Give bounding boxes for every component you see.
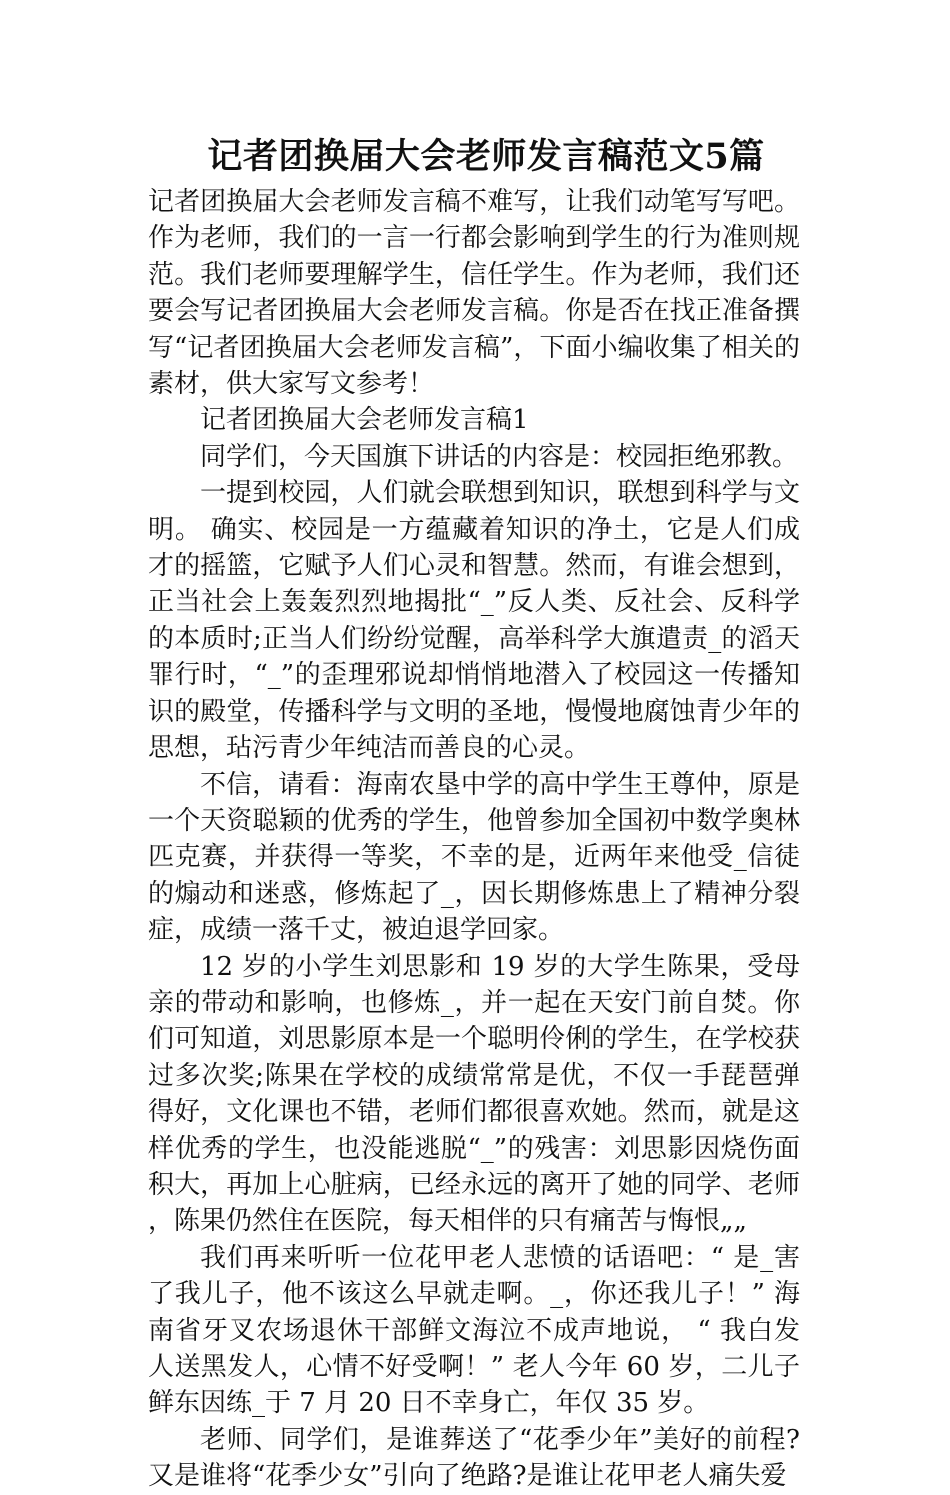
body-paragraph: 老师、同学们，是谁葬送了“花季少年”美好的前程?又是谁将“花季少女”引向了绝路?是谁让花甲老人痛失爱: [148, 1424, 800, 1492]
intro-paragraph: 记者团换届大会老师发言稿不难写，让我们动笔写写吧。作为老师，我们的一言一行都会影响到学生的行为准则规范。我们老师要理解学生，信任学生。作为老师，我们还要会写记者团换届大会老师发言稿。你是否在找正准备撰写“记者团换届大会老师发言稿”，下面小编收集了相关的素材，供大家写文参考！: [148, 187, 800, 400]
body-paragraph: 同学们，今天国旗下讲话的内容是：校园拒绝邪教。: [200, 441, 799, 472]
section-heading: 记者团换届大会老师发言稿1: [200, 405, 529, 436]
document-page: [148, 130, 800, 1495]
body-paragraph: 一提到校园，人们就会联想到知识，联想到科学与文明。 确实、校园是一方蕴藏着知识的净土，它是人们成才的摇篮，它赋予人们心灵和智慧。然而，有谁会想到，正当社会上轰轰烈烈地揭批“_”反人类、反社会、反科学的本质时;正当人们纷纷觉醒，高举科学大旗遣责_的滔天罪行时，“_”的歪理邪说却悄悄地潜入了校园这一传播知识的殿堂，传播科学与文明的圣地，慢慢地腐蚀青少年的思想，玷污青少年纯洁而善良的心灵。: [148, 478, 800, 764]
document-title: 记者团换届大会老师发言稿范文5篇: [207, 136, 765, 177]
body-paragraph: 12 岁的小学生刘思影和 19 岁的大学生陈果，受母亲的带动和影响，也修炼_，并一起在天安门前自焚。你们可知道，刘思影原本是一个聪明伶俐的学生，在学校获过多次奖;陈果在学校的成绩常常是优，不仅一手琵琶弹得好，文化课也不错，老师们都很喜欢她。然而，就是这样优秀的学生，也没能逃脱“_”的残害：刘思影因烧伤面积大，再加上心脏病，已经永远的离开了她的同学、老师，陈果仍然住在医院，每天相伴的只有痛苦与悔恨„„: [148, 951, 800, 1237]
body-paragraph: 不信，请看：海南农垦中学的高中学生王尊仲，原是一个天资聪颖的优秀的学生，他曾参加全国初中数学奥林匹克赛，并获得一等奖，不幸的是，近两年来他受_信徒的煽动和迷惑，修炼起了_，因长期修炼患上了精神分裂症，成绩一落千丈，被迫退学回家。: [148, 769, 800, 946]
body-paragraph: 我们再来听听一位花甲老人悲愤的话语吧：“ 是_害了我儿子，他不该这么早就走啊。_，你还我儿子！” 海南省牙叉农场退休干部鲜文海泣不成声地说， “ 我白发人送黑发人，心情不好受啊！” 老人今年 60 岁，二儿子鲜东因练_于 7 月 20 日不幸身亡，年仅 35 岁。: [148, 1242, 800, 1419]
